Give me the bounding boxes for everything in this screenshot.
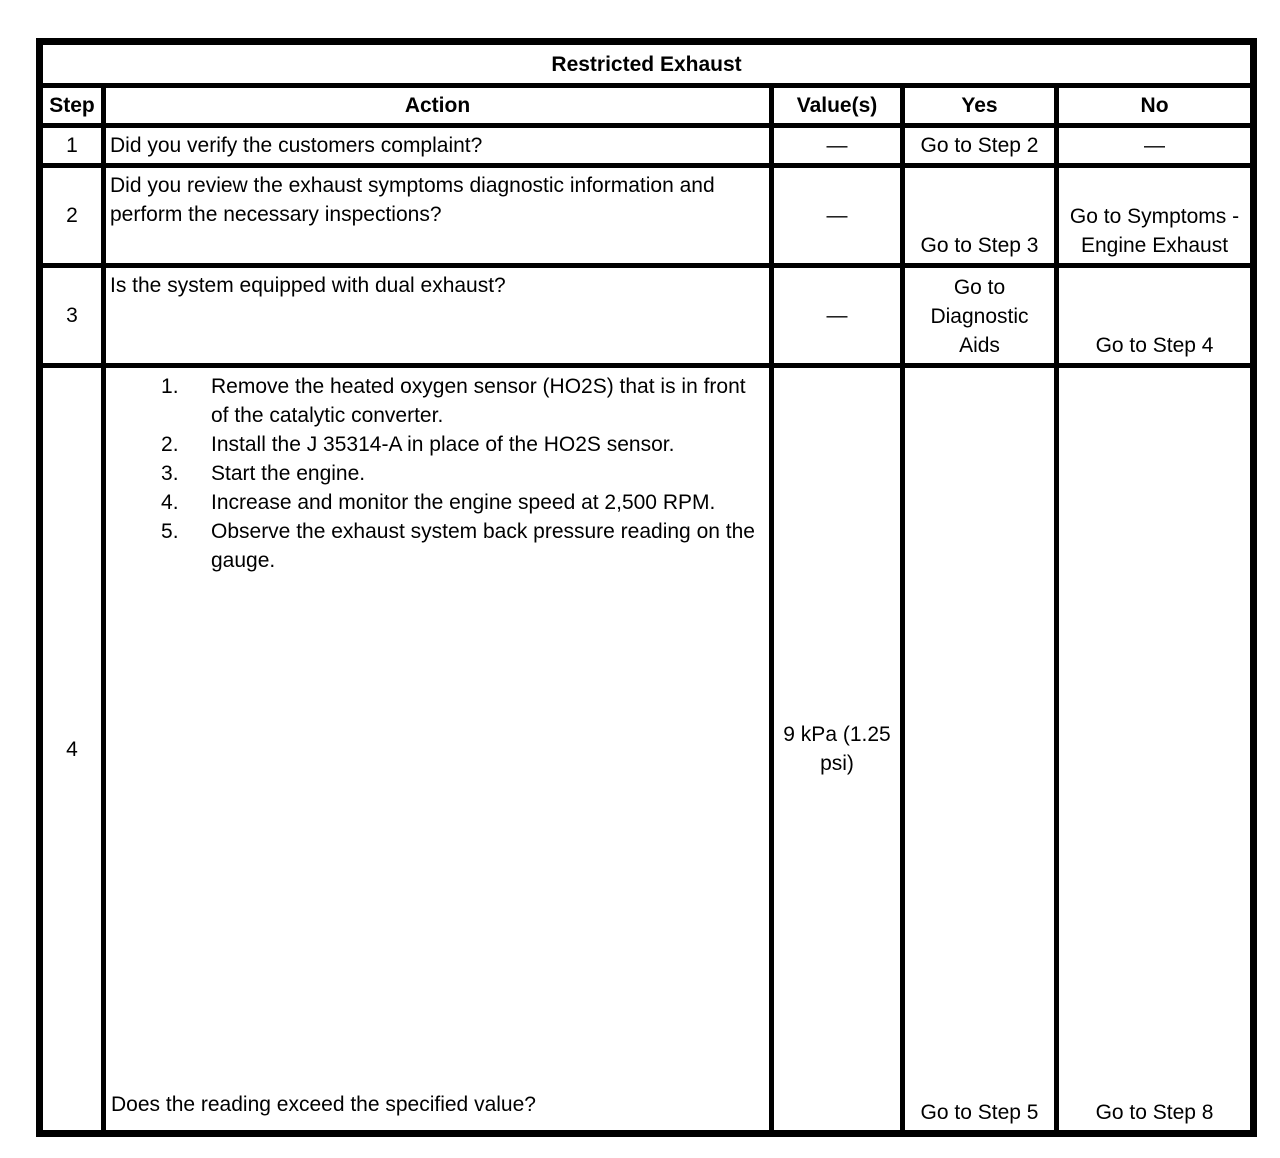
procedure-item: Observe the exhaust system back pressure reading on the gauge.	[211, 520, 755, 572]
no-cell: Go to Symptoms - Engine Exhaust	[1057, 166, 1254, 266]
restricted-exhaust-table	[36, 38, 1257, 1137]
diagnostic-table-container	[36, 38, 1257, 1137]
table-title: Restricted Exhaust	[40, 42, 1254, 86]
yes-cell: Go to Step 3	[903, 166, 1057, 266]
step-number-cell: 1	[40, 126, 104, 166]
action-question: Does the reading exceed the specified value?	[111, 1093, 536, 1116]
yes-cell: Go to Step 5	[903, 366, 1057, 1134]
value-cell: —	[772, 166, 903, 266]
no-cell: —	[1057, 126, 1254, 166]
yes-cell: Go to Diagnostic Aids	[903, 266, 1057, 366]
column-header-step: Step	[40, 86, 104, 126]
procedure-item: Install the J 35314-A in place of the HO2S sensor.	[211, 433, 675, 456]
column-header-values: Value(s)	[772, 86, 903, 126]
action-cell: Did you verify the customers complaint?	[104, 126, 772, 166]
no-cell: Go to Step 8	[1057, 366, 1254, 1134]
no-cell: Go to Step 4	[1057, 266, 1254, 366]
step-number-cell: 3	[40, 266, 104, 366]
step-number-cell: 4	[40, 366, 104, 1134]
action-content	[110, 371, 764, 1119]
procedure-item: Remove the heated oxygen sensor (HO2S) that is in front of the catalytic converter.	[211, 375, 746, 427]
step-number-cell: 2	[40, 166, 104, 266]
action-cell: Did you review the exhaust symptoms diagnostic information and perform the necessary inspections?	[104, 166, 772, 266]
yes-cell: Go to Step 2	[903, 126, 1057, 166]
action-cell: Is the system equipped with dual exhaust?	[104, 266, 772, 366]
procedure-item: Increase and monitor the engine speed at 2,500 RPM.	[211, 491, 716, 514]
column-header-yes: Yes	[903, 86, 1057, 126]
action-cell	[104, 366, 772, 1134]
column-header-action: Action	[104, 86, 772, 126]
value-cell: 9 kPa (1.25 psi)	[772, 366, 903, 1134]
column-header-no: No	[1057, 86, 1254, 126]
procedure-item: Start the engine.	[211, 462, 366, 485]
value-cell: —	[772, 266, 903, 366]
procedure-list	[110, 371, 764, 575]
table-row-step-4	[40, 366, 1254, 1134]
value-cell: —	[772, 126, 903, 166]
table-row-step-2	[40, 166, 1254, 266]
table-title-row	[40, 42, 1254, 86]
table-row-step-1	[40, 126, 1254, 166]
table-row-step-3	[40, 266, 1254, 366]
table-header-row	[40, 86, 1254, 126]
